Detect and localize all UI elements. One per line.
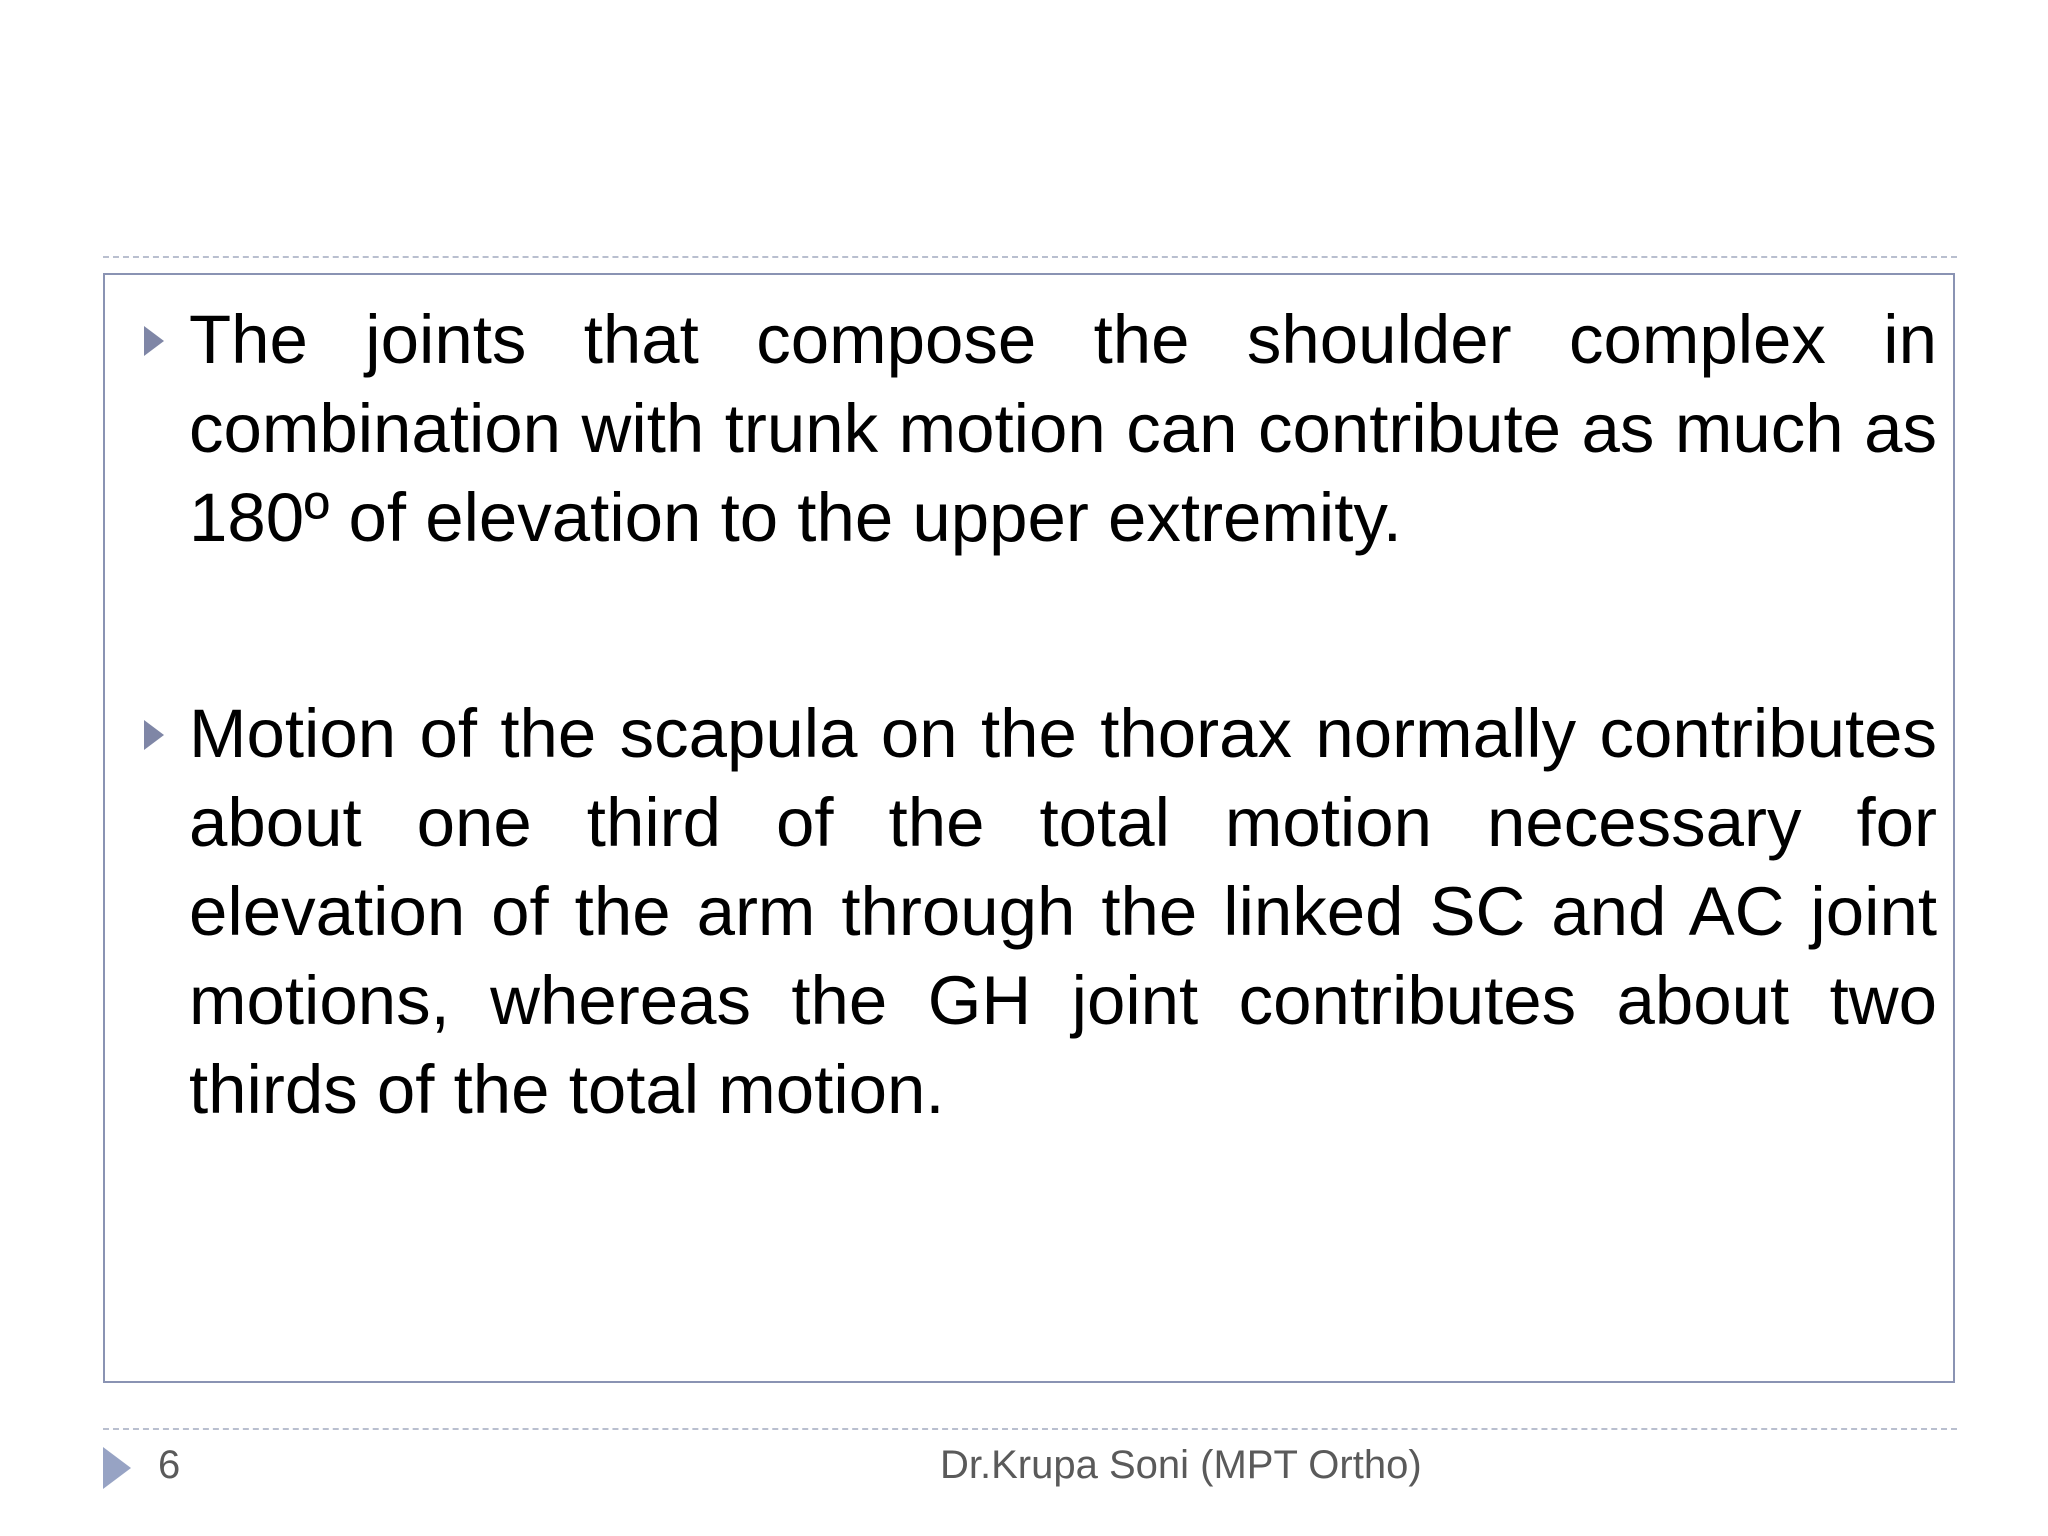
bullet-text: The joints that compose the shoulder complex in combination with trunk motion can contribute as much as 180º of elevation to the upper extremity. — [189, 301, 1937, 556]
bullet-text: Motion of the scapula on the thorax normally contributes about one third of the total motion necessary for elevation of the arm through the linked SC and AC joint motions, whereas the GH joint contributes about two thirds of the total motion. — [189, 695, 1937, 1128]
bullet-item — [189, 689, 1937, 1134]
bullet-arrow-icon — [144, 326, 164, 356]
bullet-arrow-icon — [144, 720, 164, 750]
footer-author: Dr.Krupa Soni (MPT Ortho) — [940, 1443, 1422, 1487]
bottom-divider — [103, 1428, 1957, 1430]
content-box — [103, 273, 1955, 1383]
footer-arrow-icon — [103, 1447, 131, 1489]
bullet-item — [189, 295, 1937, 562]
page-number: 6 — [158, 1443, 181, 1487]
top-divider — [103, 256, 1957, 258]
